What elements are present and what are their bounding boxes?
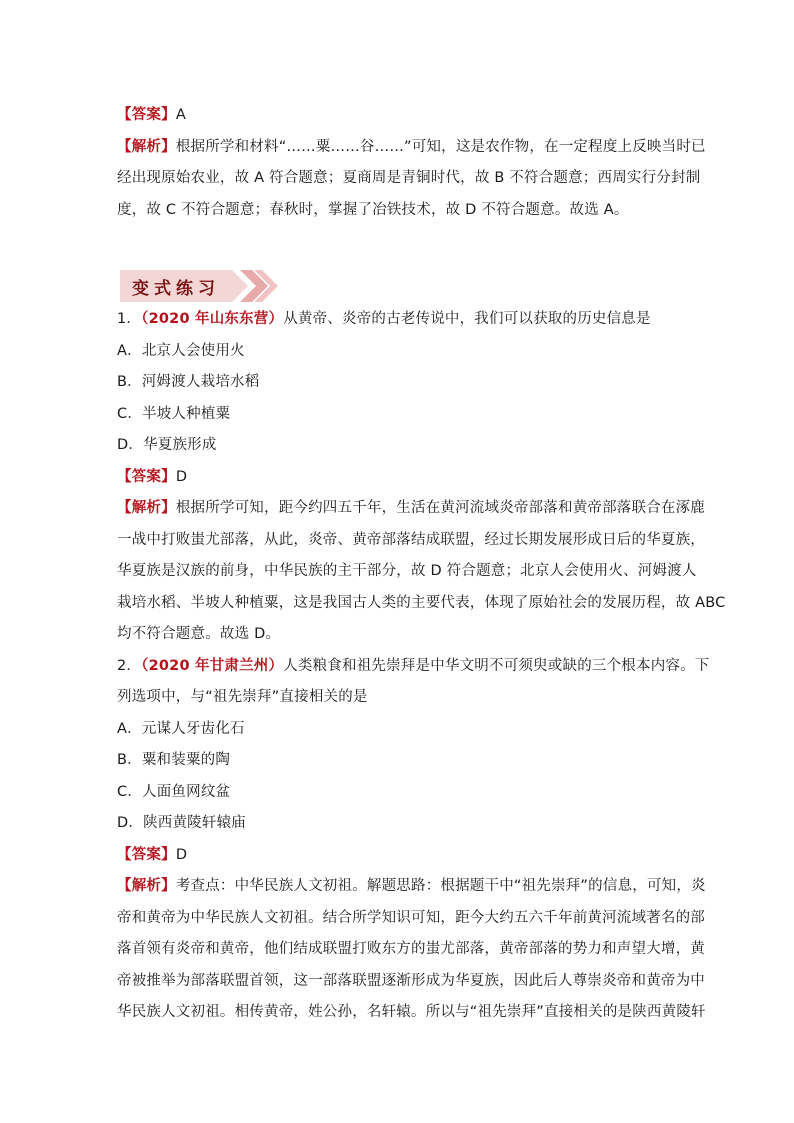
question-stem	[117, 304, 677, 336]
option-c: C．半坡人种植粟	[117, 405, 231, 422]
answer-label: 【答案】	[117, 468, 176, 485]
option-c: C．人面鱼网纹盆	[117, 783, 231, 800]
analysis-label: 【解析】	[117, 878, 176, 894]
question-answer	[117, 840, 677, 872]
question-text: 从黄帝、炎帝的古老传说中，我们可以获取的历史信息是	[283, 311, 651, 327]
answer-value: D	[175, 468, 188, 485]
question-text-continued: 列选项中，与“祖先崇拜”直接相关的是	[117, 689, 368, 705]
analysis-line: 均不符合题意。故选 D。	[117, 626, 281, 642]
answer-label: 【答案】	[117, 107, 176, 123]
question-source: （2020 年山东东营）	[141, 311, 284, 327]
analysis-line: 华民族人文初祖。相传黄帝，姓公孙，名轩辕。所以与“祖先崇拜”直接相关的是陕西黄陵轩	[117, 1004, 706, 1020]
analysis-label: 【解析】	[117, 138, 176, 155]
document-content	[117, 100, 726, 1029]
question-stem	[117, 651, 710, 683]
question-number: 2．	[117, 657, 142, 674]
section-title: 变式练习	[132, 279, 220, 299]
option-d: D．华夏族形成	[117, 437, 217, 453]
analysis-line: 帝和黄帝为中华民族人文初祖。结合所学知识可知，距今大约五六千年前黄河流域著名的部	[117, 909, 705, 926]
question-source: （2020 年甘肃兰州）	[141, 657, 284, 674]
analysis-label: 【解析】	[117, 500, 176, 516]
analysis-text: 根据所学和材料“……粟……谷……”可知，这是农作物，在一定程度上反映当时已	[175, 138, 706, 155]
intro-answer	[117, 100, 677, 132]
analysis-text: 考查点：中华民族人文初祖。解题思路：根据题干中“祖先崇拜”的信息，可知，炎	[175, 878, 706, 894]
analysis-line	[117, 871, 706, 903]
analysis-line: 落首领有炎帝和黄帝，他们结成联盟打败东方的蚩尤部落，黄帝部落的势力和声望大增，黄	[117, 941, 705, 957]
question-number: 1．	[117, 311, 142, 327]
answer-value: D	[175, 846, 188, 863]
intro-analysis-line: 经出现原始农业，故 A 符合题意；夏商周是青铜时代，故 B 不符合题意；西周实行分封制	[117, 170, 701, 186]
option-a: A．元谋人牙齿化石	[117, 720, 245, 737]
section-header	[120, 268, 280, 304]
option-d: D．陕西黄陵轩辕庙	[117, 815, 246, 831]
analysis-line: 帝被推举为部落联盟首领，这一部落联盟逐渐形成为华夏族，因此后人尊崇炎帝和黄帝为中	[117, 972, 705, 989]
analysis-line: 华夏族是汉族的前身，中华民族的主干部分，故 D 符合题意；北京人会使用火、河姆渡人	[117, 563, 697, 579]
option-a: A．北京人会使用火	[117, 342, 245, 359]
question-answer	[117, 462, 677, 494]
answer-label: 【答案】	[117, 846, 176, 863]
intro-analysis-line	[117, 132, 706, 164]
analysis-line: 一战中打败蚩尤部落，从此，炎帝、黄帝部落结成联盟，经过长期发展形成日后的华夏族，	[117, 531, 705, 548]
analysis-text: 根据所学可知，距今约四五千年，生活在黄河流域炎帝部落和黄帝部落联合在涿鹿	[175, 500, 706, 516]
answer-value: A	[175, 107, 186, 123]
question-text: 人类粮食和祖先崇拜是中华文明不可须臾或缺的三个根本内容。下	[283, 657, 710, 674]
analysis-line	[117, 493, 706, 525]
option-b: B．河姆渡人栽培水稻	[117, 374, 260, 390]
option-b: B．粟和装粟的陶	[117, 752, 231, 768]
analysis-line: 栽培水稻、半坡人种植粟，这是我国古人类的主要代表，体现了原始社会的发展历程，故 ABC	[117, 594, 726, 611]
intro-analysis-line: 度，故 C 不符合题意；春秋时，掌握了冶铁技术，故 D 不符合题意。故选 A。	[117, 201, 629, 218]
